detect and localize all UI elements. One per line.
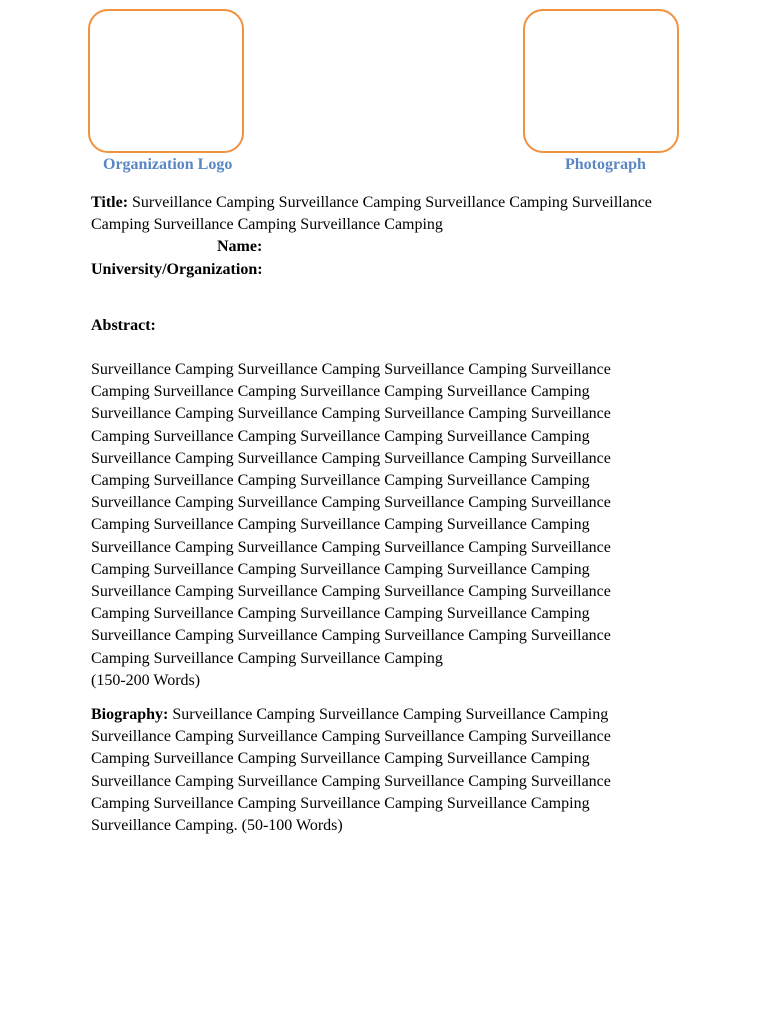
organization-line	[91, 259, 671, 281]
biography-line: Camping Surveillance Camping Surveillance Camping Surveillance Camping	[91, 750, 590, 768]
organization-logo-caption: Organization Logo	[103, 156, 233, 173]
biography-line: Surveillance Camping. (50-100 Words)	[91, 817, 343, 835]
photograph-caption: Photograph	[565, 156, 646, 173]
abstract-line: Camping Surveillance Camping Surveillance Camping Surveillance Camping	[91, 516, 590, 534]
abstract-line: Surveillance Camping Surveillance Camping Surveillance Camping Surveillance	[91, 538, 611, 556]
abstract-line: Surveillance Camping Surveillance Camping Surveillance Camping Surveillance	[91, 405, 611, 423]
title-section	[91, 192, 671, 236]
document-body	[91, 192, 671, 837]
photograph-placeholder	[523, 9, 679, 153]
abstract-line: Surveillance Camping Surveillance Camping Surveillance Camping Surveillance	[91, 361, 611, 379]
abstract-line: Camping Surveillance Camping Surveillance Camping Surveillance Camping	[91, 605, 590, 623]
abstract-heading	[91, 315, 671, 337]
abstract-line: Surveillance Camping Surveillance Camping Surveillance Camping Surveillance	[91, 627, 611, 645]
organization-logo-placeholder	[88, 9, 244, 153]
name-label: Name:	[217, 238, 263, 256]
abstract-line: Camping Surveillance Camping Surveillance Camping	[91, 649, 443, 667]
biography-label: Biography:	[91, 706, 169, 724]
biography-line: Camping Surveillance Camping Surveillance Camping Surveillance Camping	[91, 794, 590, 812]
abstract-line: Camping Surveillance Camping Surveillance Camping Surveillance Camping	[91, 472, 590, 490]
abstract-text	[91, 359, 636, 692]
abstract-line: Camping Surveillance Camping Surveillance Camping Surveillance Camping	[91, 383, 590, 401]
title-text-1: Surveillance Camping Surveillance Camping Surveillance Camping Surveillance	[132, 194, 652, 211]
organization-label: University/Organization:	[91, 260, 263, 278]
title-line-1	[91, 192, 671, 214]
biography-line: Surveillance Camping Surveillance Camping Surveillance Camping Surveillance	[91, 728, 611, 746]
title-label: Title:	[91, 194, 129, 211]
biography-section	[91, 704, 636, 837]
abstract-line: Surveillance Camping Surveillance Camping Surveillance Camping Surveillance	[91, 583, 611, 601]
biography-line: Surveillance Camping Surveillance Camping Surveillance Camping Surveillance	[91, 772, 611, 790]
biography-text-1: Surveillance Camping Surveillance Camping Surveillance Camping	[172, 706, 609, 724]
abstract-line: Camping Surveillance Camping Surveillance Camping Surveillance Camping	[91, 427, 590, 445]
title-line-2: Camping Surveillance Camping Surveillance Camping	[91, 216, 443, 234]
abstract-line: Surveillance Camping Surveillance Camping Surveillance Camping Surveillance	[91, 494, 611, 512]
abstract-line: Surveillance Camping Surveillance Camping Surveillance Camping Surveillance	[91, 449, 611, 467]
abstract-label: Abstract:	[91, 316, 156, 334]
abstract-word-count: (150-200 Words)	[91, 671, 201, 689]
abstract-line: Camping Surveillance Camping Surveillance Camping Surveillance Camping	[91, 560, 590, 578]
biography-line-1	[91, 704, 636, 726]
name-line	[91, 236, 671, 258]
